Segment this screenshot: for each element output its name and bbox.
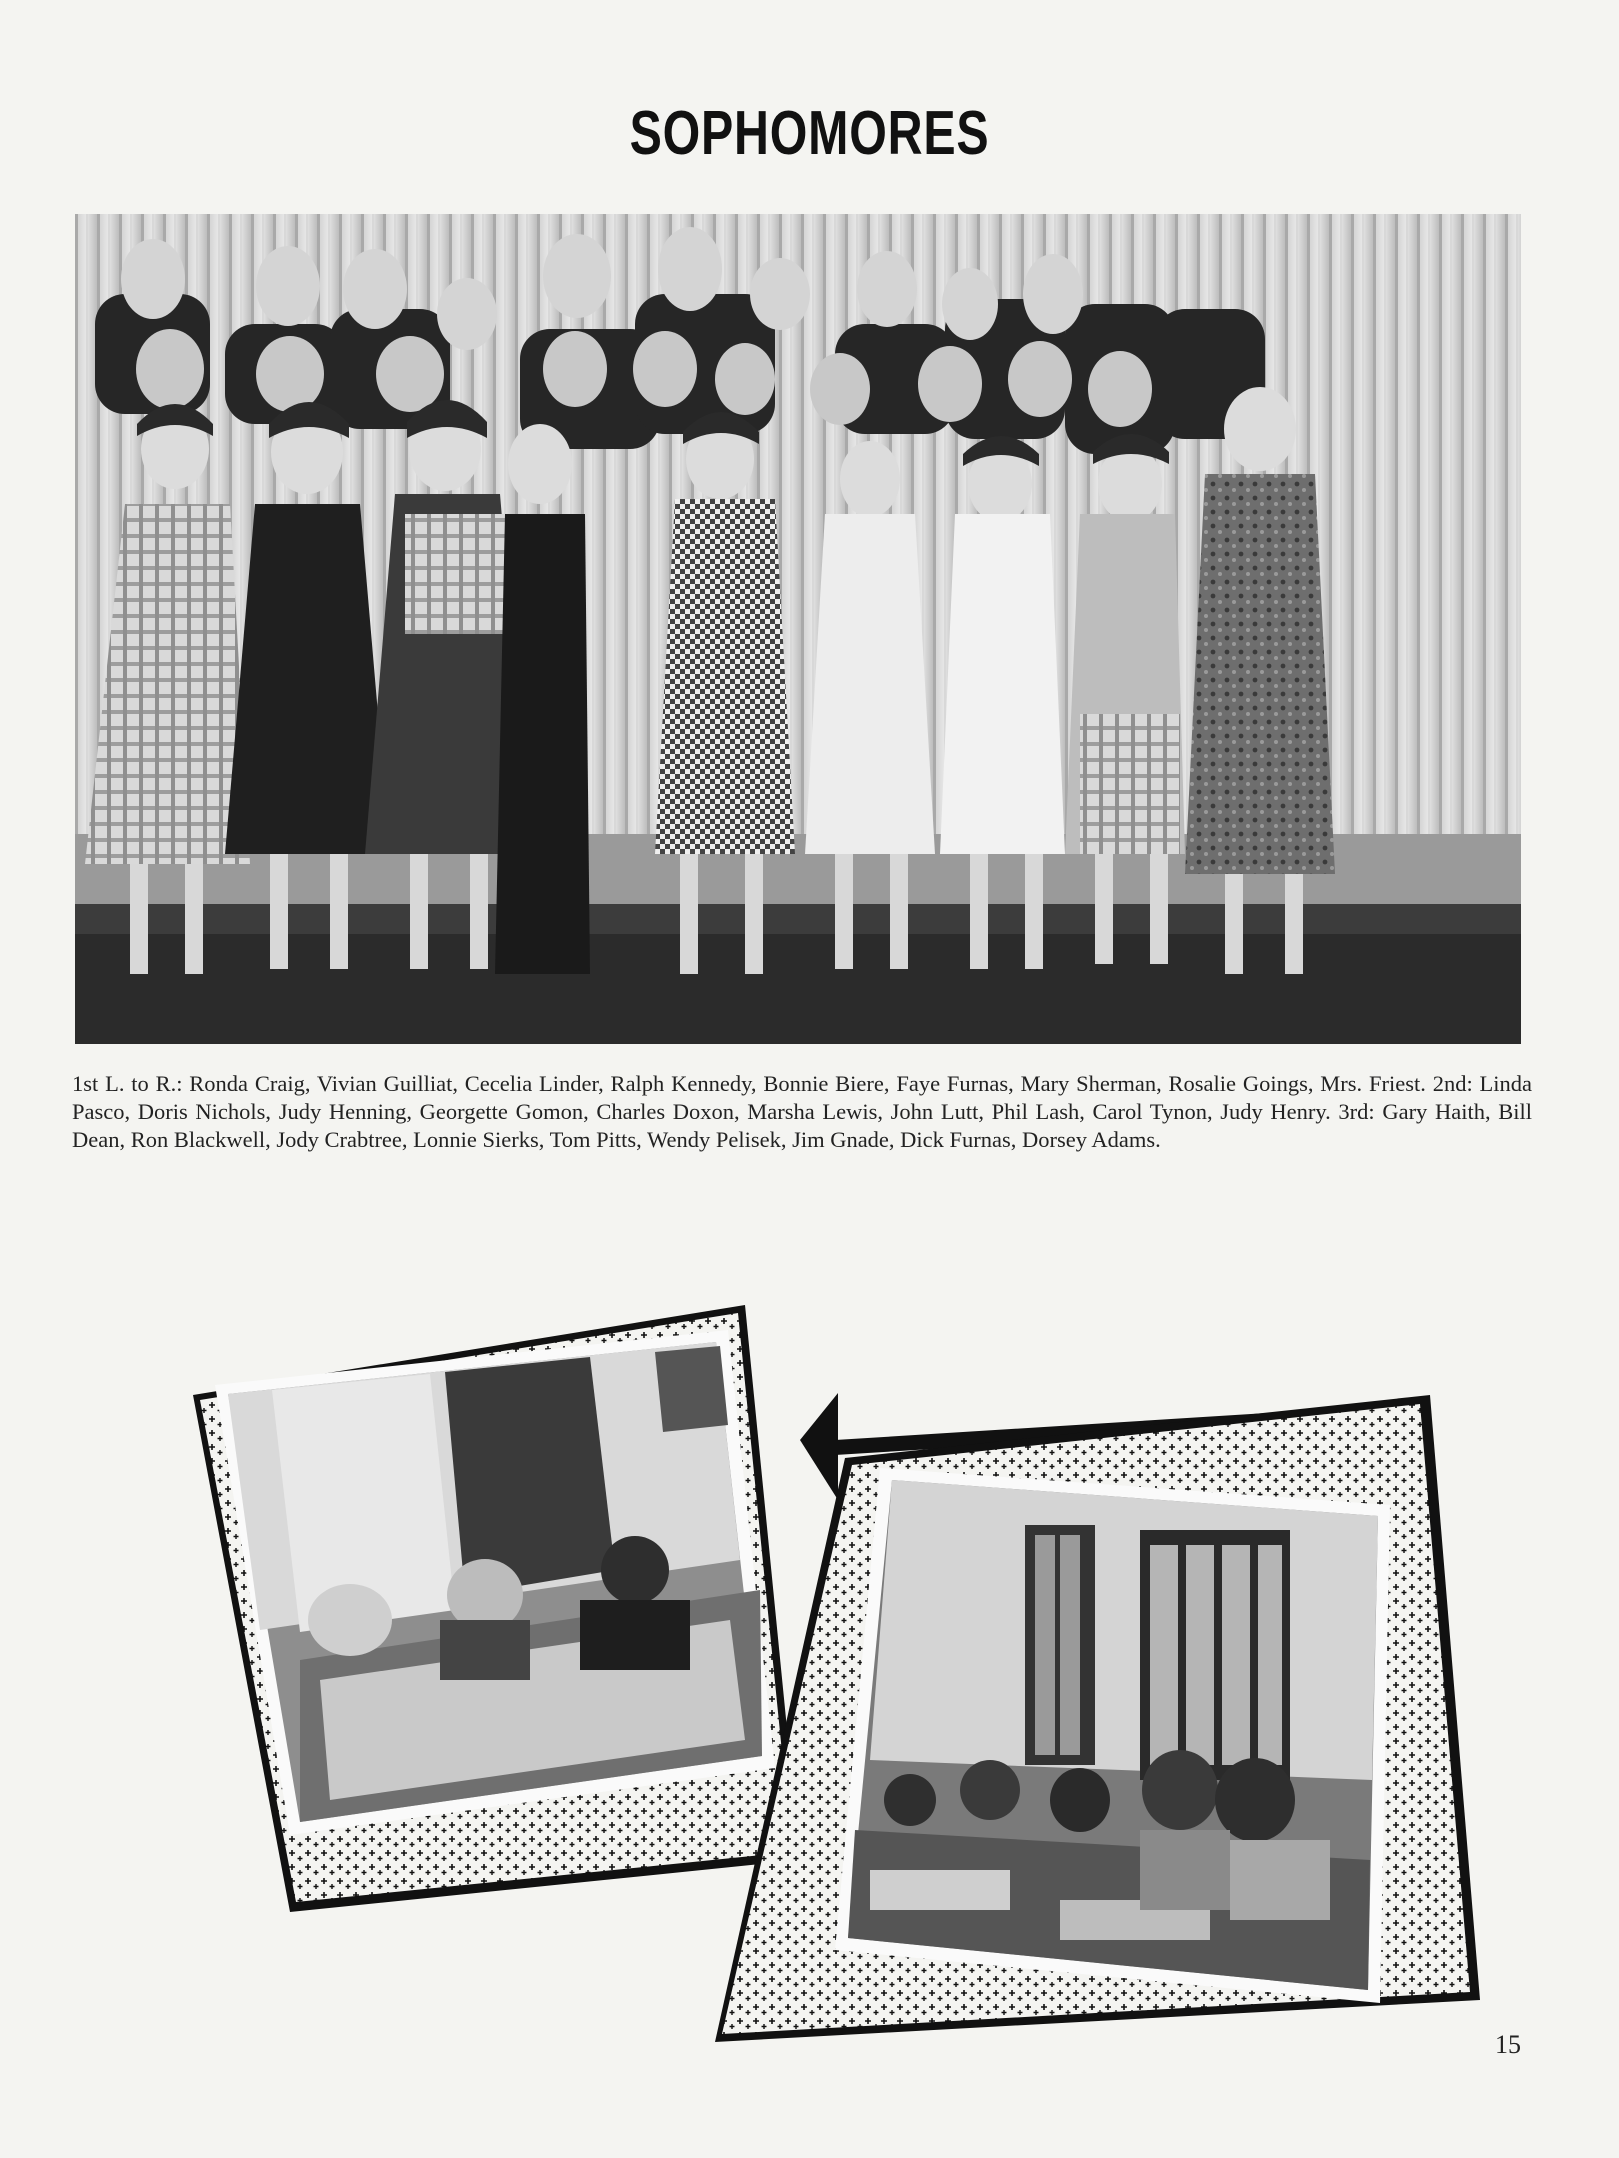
page-title: SOPHOMORES	[629, 99, 990, 168]
left-snapshot-frame	[193, 1305, 800, 1912]
arrow-icon	[800, 1393, 838, 1500]
page-number: 15	[1495, 2030, 1521, 2059]
photo-caption: 1st L. to R.: Ronda Craig, Vivian Guilliat, Cecelia Linder, Ralph Kennedy, Bonnie Biere, Faye Furnas, Mary Sherman, Rosalie Goings, Mrs. Friest. 2nd: Linda Pasco, Doris Nichols, Judy Henning, Georgette Gomon, Charles Doxon, Marsha Lewis, John Lutt, Phil Lash, Carol Tynon, Judy Henry. 3rd: Gary Haith, Bill Dean, Ron Blackwell, Jody Crabtree, Lonnie Sierks, Tom Pitts, Wendy Pelisek, Jim Gnade, Dick Furnas, Dorsey Adams.	[72, 1071, 1532, 1152]
right-snapshot-frame	[715, 1395, 1480, 2042]
right-snapshot-scene	[848, 1480, 1378, 1990]
